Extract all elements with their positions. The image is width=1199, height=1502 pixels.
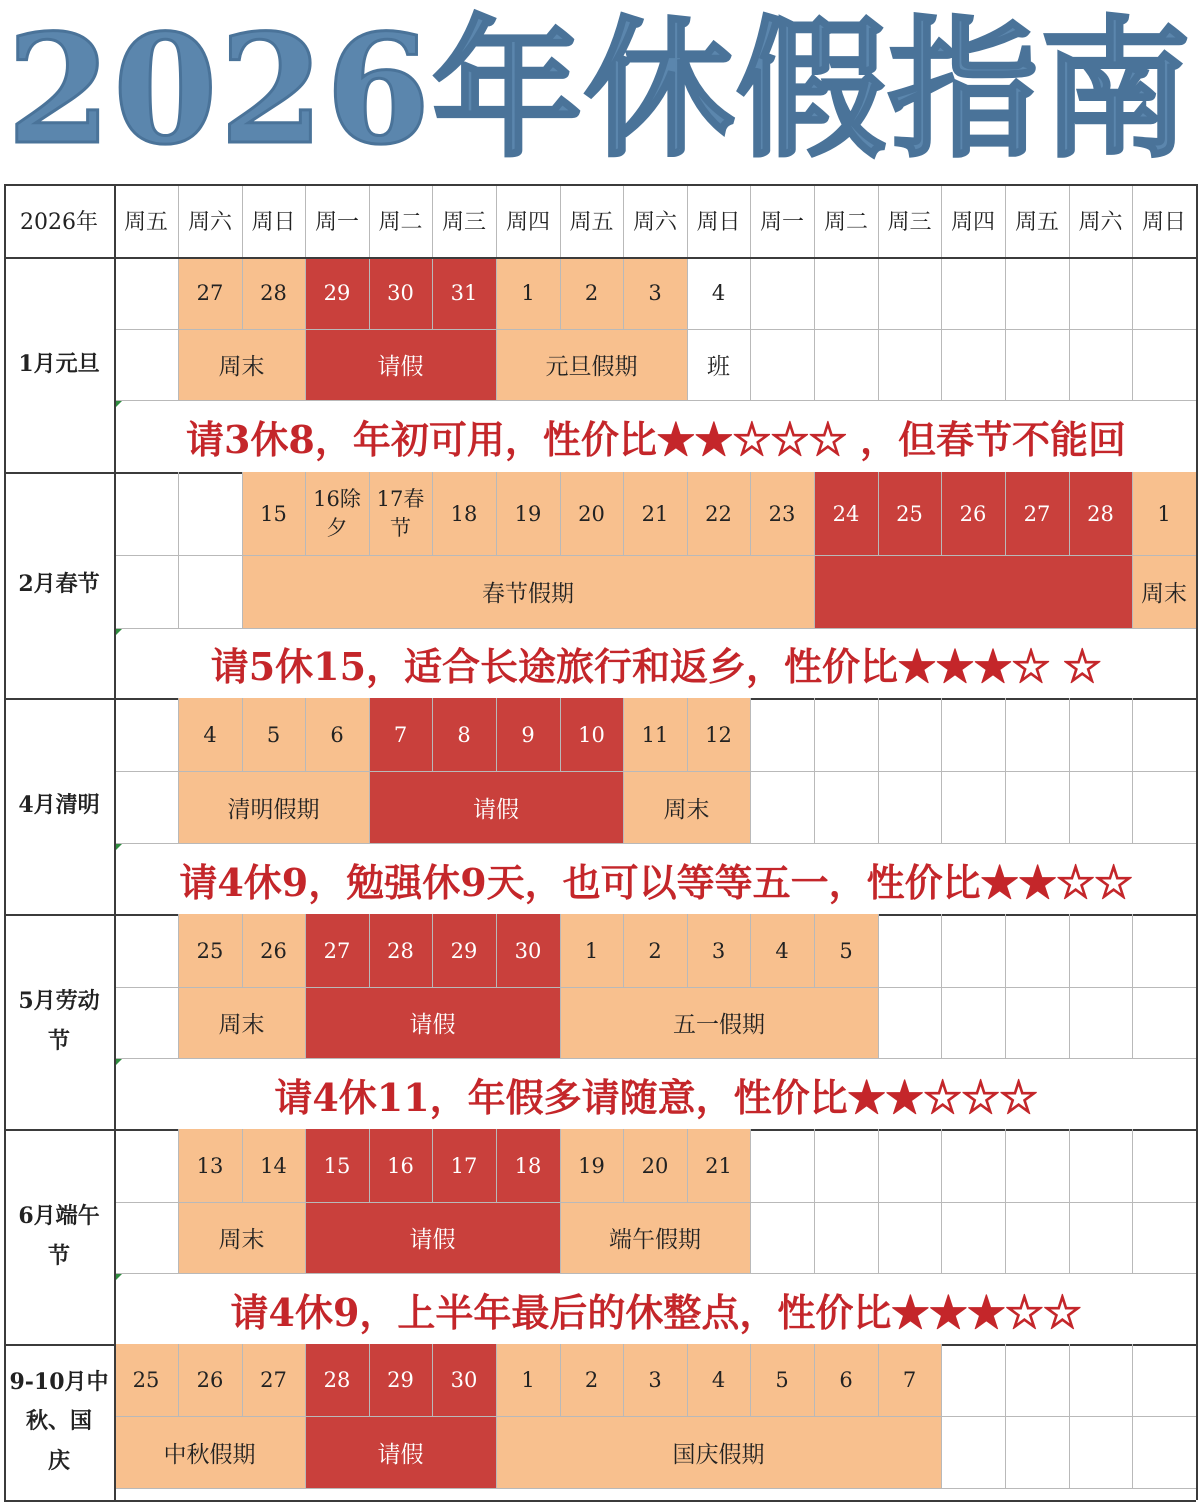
weekday-header: 周三 bbox=[441, 210, 486, 235]
tip-note: 请5休15，适合长途旅行和返乡，性价比★★★☆ ☆ bbox=[210, 644, 1102, 689]
weekday-header: 周六 bbox=[632, 210, 677, 235]
grid-line bbox=[496, 184, 497, 257]
grid-line bbox=[114, 771, 1196, 772]
grid-line bbox=[878, 1129, 879, 1202]
day-cell: 1 bbox=[496, 257, 560, 329]
day-cell: 14 bbox=[242, 1129, 305, 1202]
day-cell: 5 bbox=[814, 914, 878, 987]
grid-line bbox=[560, 184, 561, 257]
day-cell: 4 bbox=[750, 914, 814, 987]
month-label: 4月清明 bbox=[18, 792, 100, 819]
grid-line bbox=[178, 472, 179, 555]
grid-line bbox=[623, 1129, 624, 1202]
day-cell: 3 bbox=[687, 914, 750, 987]
grid-line bbox=[814, 472, 815, 555]
grid-line bbox=[114, 1488, 1196, 1489]
page-title: 2026年休假指南 bbox=[6, 2, 1193, 178]
tip-note: 请4休11，年假多请随意，性价比★★☆☆☆ bbox=[274, 1074, 1038, 1120]
grid-line bbox=[178, 257, 179, 329]
grid-line bbox=[814, 1129, 815, 1202]
weekday-header: 周五 bbox=[1014, 210, 1059, 235]
grid-line bbox=[878, 329, 879, 400]
day-cell: 19 bbox=[560, 1129, 623, 1202]
day-cell: 10 bbox=[560, 698, 623, 771]
grid-line bbox=[114, 400, 1196, 401]
day-cell: 26 bbox=[178, 1344, 242, 1416]
grid-line bbox=[878, 1202, 879, 1273]
grid-line bbox=[432, 914, 433, 987]
period-label: 中秋假期 bbox=[114, 1416, 305, 1488]
grid-line bbox=[369, 698, 370, 771]
grid-line bbox=[814, 698, 815, 771]
day-cell: 18 bbox=[496, 1129, 560, 1202]
weekday-header: 周一 bbox=[314, 210, 359, 235]
grid-line bbox=[369, 771, 370, 843]
grid-line bbox=[114, 1058, 1196, 1059]
grid-line bbox=[369, 1129, 370, 1202]
grid-line bbox=[114, 628, 1196, 629]
day-cell: 3 bbox=[623, 1344, 687, 1416]
day-cell: 22 bbox=[687, 472, 750, 555]
grid-line bbox=[1069, 257, 1070, 329]
grid-line bbox=[750, 1344, 751, 1416]
grid-line bbox=[114, 843, 1196, 844]
grid-line bbox=[560, 257, 561, 329]
grid-line bbox=[1132, 555, 1133, 628]
day-cell: 3 bbox=[623, 257, 687, 329]
period-label bbox=[814, 555, 1132, 628]
grid-line bbox=[305, 987, 306, 1058]
period-label: 请假 bbox=[305, 1202, 560, 1273]
grid-line bbox=[941, 771, 942, 843]
grid-line bbox=[242, 555, 243, 628]
grid-line bbox=[623, 184, 624, 257]
day-cell: 27 bbox=[1005, 472, 1069, 555]
grid-line bbox=[750, 472, 751, 555]
day-cell: 30 bbox=[432, 1344, 496, 1416]
grid-line bbox=[305, 472, 306, 555]
grid-line bbox=[369, 257, 370, 329]
tip-note: 请4休9，勉强休9天，也可以等等五一，性价比★★☆☆ bbox=[179, 859, 1133, 905]
grid-line bbox=[750, 771, 751, 843]
weekday-header: 周日 bbox=[1141, 210, 1186, 235]
month-label: 6月端午 节 bbox=[18, 1202, 100, 1269]
grid-line bbox=[941, 987, 942, 1058]
weekday-header: 周二 bbox=[378, 210, 423, 235]
grid-line bbox=[1005, 329, 1006, 400]
day-cell: 24 bbox=[814, 472, 878, 555]
period-label: 国庆假期 bbox=[496, 1416, 941, 1488]
day-cell: 1 bbox=[496, 1344, 560, 1416]
day-cell: 16除 夕 bbox=[305, 472, 369, 555]
day-cell: 2 bbox=[560, 257, 623, 329]
grid-line bbox=[114, 1273, 1196, 1274]
grid-line bbox=[878, 472, 879, 555]
grid-line bbox=[1132, 1129, 1133, 1202]
period-label: 清明假期 bbox=[178, 771, 369, 843]
weekday-header: 周二 bbox=[823, 210, 868, 235]
grid-line bbox=[114, 987, 1196, 988]
grid-line bbox=[623, 472, 624, 555]
day-cell: 21 bbox=[687, 1129, 750, 1202]
day-cell: 21 bbox=[623, 472, 687, 555]
grid-line bbox=[560, 1202, 561, 1273]
day-cell: 28 bbox=[1069, 472, 1132, 555]
day-cell: 1 bbox=[1132, 472, 1196, 555]
day-cell: 19 bbox=[496, 472, 560, 555]
period-label: 周末 bbox=[1132, 555, 1196, 628]
weekday-header: 周六 bbox=[1078, 210, 1123, 235]
day-cell: 30 bbox=[369, 257, 432, 329]
grid-line bbox=[1005, 1202, 1006, 1273]
day-cell: 25 bbox=[114, 1344, 178, 1416]
grid-line bbox=[560, 698, 561, 771]
grid-line bbox=[687, 698, 688, 771]
grid-line bbox=[369, 914, 370, 987]
period-label: 五一假期 bbox=[560, 987, 878, 1058]
grid-line bbox=[814, 184, 815, 257]
grid-line bbox=[305, 914, 306, 987]
cell-marker bbox=[115, 1274, 122, 1281]
grid-line bbox=[878, 987, 879, 1058]
grid-line bbox=[305, 184, 306, 257]
day-cell: 29 bbox=[369, 1344, 432, 1416]
grid-line bbox=[432, 472, 433, 555]
grid-line bbox=[1132, 771, 1133, 843]
grid-line bbox=[496, 1129, 497, 1202]
day-cell: 8 bbox=[432, 698, 496, 771]
day-cell: 16 bbox=[369, 1129, 432, 1202]
grid-line bbox=[114, 184, 116, 1500]
cell-marker bbox=[115, 401, 122, 408]
grid-line bbox=[369, 1344, 370, 1416]
month-label: 5月劳动 节 bbox=[18, 987, 100, 1054]
weekday-header: 周一 bbox=[759, 210, 804, 235]
day-cell: 29 bbox=[432, 914, 496, 987]
header-corner: 2026年 bbox=[20, 210, 98, 235]
weekday-header: 周三 bbox=[887, 210, 932, 235]
period-label: 周末 bbox=[623, 771, 750, 843]
grid-line bbox=[4, 184, 1196, 186]
grid-line bbox=[1005, 1416, 1006, 1488]
day-cell: 5 bbox=[242, 698, 305, 771]
period-label: 端午假期 bbox=[560, 1202, 750, 1273]
grid-line bbox=[623, 257, 624, 329]
grid-line bbox=[1005, 184, 1006, 257]
period-label: 周末 bbox=[178, 987, 305, 1058]
grid-line bbox=[1069, 1129, 1070, 1202]
grid-line bbox=[750, 1202, 751, 1273]
grid-line bbox=[1069, 771, 1070, 843]
day-cell: 13 bbox=[178, 1129, 242, 1202]
grid-line bbox=[432, 1129, 433, 1202]
day-cell: 25 bbox=[178, 914, 242, 987]
day-cell: 4 bbox=[687, 1344, 750, 1416]
grid-line bbox=[941, 698, 942, 771]
period-label: 请假 bbox=[305, 329, 496, 400]
day-cell: 17 bbox=[432, 1129, 496, 1202]
grid-line bbox=[687, 914, 688, 987]
grid-line bbox=[941, 472, 942, 555]
grid-line bbox=[178, 914, 179, 987]
grid-line bbox=[941, 329, 942, 400]
grid-line bbox=[114, 329, 1196, 330]
day-cell: 17春 节 bbox=[369, 472, 432, 555]
day-cell: 7 bbox=[369, 698, 432, 771]
grid-line bbox=[623, 914, 624, 987]
grid-line bbox=[1132, 1344, 1133, 1416]
grid-line bbox=[496, 1344, 497, 1416]
tip-note: 请3休8，年初可用，性价比★★☆☆☆ ，但春节不能回 bbox=[185, 417, 1127, 462]
grid-line bbox=[1005, 987, 1006, 1058]
grid-line bbox=[1005, 771, 1006, 843]
grid-line bbox=[305, 1129, 306, 1202]
cell-marker bbox=[115, 1059, 122, 1066]
month-label: 9-10月中 秋、国 庆 bbox=[9, 1368, 109, 1474]
grid-line bbox=[178, 184, 179, 257]
period-label: 周末 bbox=[178, 1202, 305, 1273]
grid-line bbox=[1132, 257, 1133, 329]
grid-line bbox=[687, 184, 688, 257]
day-cell: 26 bbox=[941, 472, 1005, 555]
grid-line bbox=[814, 771, 815, 843]
grid-line bbox=[305, 329, 306, 400]
grid-line bbox=[750, 184, 751, 257]
grid-line bbox=[1069, 1344, 1070, 1416]
grid-line bbox=[1005, 1129, 1006, 1202]
grid-line bbox=[242, 184, 243, 257]
grid-line bbox=[1005, 914, 1006, 987]
grid-line bbox=[687, 257, 688, 329]
grid-line bbox=[1069, 914, 1070, 987]
grid-line bbox=[1132, 698, 1133, 771]
grid-line bbox=[687, 472, 688, 555]
grid-line bbox=[178, 698, 179, 771]
grid-line bbox=[1132, 329, 1133, 400]
grid-line bbox=[750, 914, 751, 987]
grid-line bbox=[687, 329, 688, 400]
grid-line bbox=[369, 472, 370, 555]
grid-line bbox=[1132, 987, 1133, 1058]
grid-line bbox=[178, 987, 179, 1058]
grid-line bbox=[496, 472, 497, 555]
day-cell: 5 bbox=[750, 1344, 814, 1416]
cell-marker bbox=[115, 629, 122, 636]
day-cell: 4 bbox=[711, 281, 726, 305]
day-cell: 7 bbox=[878, 1344, 941, 1416]
grid-line bbox=[114, 555, 1196, 556]
grid-line bbox=[1069, 184, 1070, 257]
grid-line bbox=[1196, 184, 1198, 1500]
grid-line bbox=[1069, 472, 1070, 555]
grid-line bbox=[814, 555, 815, 628]
grid-line bbox=[242, 257, 243, 329]
grid-line bbox=[1005, 257, 1006, 329]
grid-line bbox=[941, 1129, 942, 1202]
day-cell: 18 bbox=[432, 472, 496, 555]
grid-line bbox=[878, 184, 879, 257]
period-label: 请假 bbox=[305, 987, 560, 1058]
grid-line bbox=[1005, 698, 1006, 771]
day-cell: 26 bbox=[242, 914, 305, 987]
day-cell: 20 bbox=[560, 472, 623, 555]
grid-line bbox=[305, 1416, 306, 1488]
grid-line bbox=[4, 257, 1196, 259]
grid-line bbox=[878, 698, 879, 771]
grid-line bbox=[305, 698, 306, 771]
grid-line bbox=[1069, 1416, 1070, 1488]
grid-line bbox=[242, 1344, 243, 1416]
grid-line bbox=[178, 771, 179, 843]
weekday-header: 周五 bbox=[123, 210, 168, 235]
period-label: 请假 bbox=[369, 771, 623, 843]
period-label: 班 bbox=[707, 354, 730, 380]
grid-line bbox=[814, 329, 815, 400]
grid-line bbox=[623, 698, 624, 771]
weekday-header: 周六 bbox=[187, 210, 232, 235]
day-cell: 31 bbox=[432, 257, 496, 329]
grid-line bbox=[496, 257, 497, 329]
day-cell: 28 bbox=[305, 1344, 369, 1416]
weekday-header: 周日 bbox=[696, 210, 741, 235]
grid-line bbox=[560, 987, 561, 1058]
day-cell: 28 bbox=[242, 257, 305, 329]
grid-line bbox=[242, 698, 243, 771]
grid-line bbox=[178, 1344, 179, 1416]
day-cell: 27 bbox=[178, 257, 242, 329]
period-label: 元旦假期 bbox=[496, 329, 687, 400]
grid-line bbox=[432, 1344, 433, 1416]
day-cell: 23 bbox=[750, 472, 814, 555]
grid-line bbox=[878, 771, 879, 843]
grid-line bbox=[560, 1129, 561, 1202]
grid-line bbox=[1069, 698, 1070, 771]
day-cell: 27 bbox=[305, 914, 369, 987]
grid-line bbox=[1132, 914, 1133, 987]
grid-line bbox=[305, 1344, 306, 1416]
grid-line bbox=[496, 329, 497, 400]
period-label: 春节假期 bbox=[242, 555, 814, 628]
grid-line bbox=[114, 1416, 1196, 1417]
grid-line bbox=[560, 472, 561, 555]
grid-line bbox=[687, 1344, 688, 1416]
grid-line bbox=[178, 1202, 179, 1273]
grid-line bbox=[750, 698, 751, 771]
cell-marker bbox=[115, 844, 122, 851]
grid-line bbox=[1132, 472, 1133, 555]
grid-line bbox=[814, 1202, 815, 1273]
grid-line bbox=[496, 698, 497, 771]
day-cell: 2 bbox=[623, 914, 687, 987]
month-label: 2月春节 bbox=[18, 571, 100, 598]
grid-line bbox=[1069, 1202, 1070, 1273]
grid-line bbox=[941, 914, 942, 987]
grid-line bbox=[687, 1129, 688, 1202]
grid-line bbox=[941, 257, 942, 329]
day-cell: 11 bbox=[623, 698, 687, 771]
day-cell: 4 bbox=[178, 698, 242, 771]
day-cell: 20 bbox=[623, 1129, 687, 1202]
grid-line bbox=[814, 1344, 815, 1416]
grid-line bbox=[432, 184, 433, 257]
weekday-header: 周四 bbox=[950, 210, 995, 235]
day-cell: 6 bbox=[814, 1344, 878, 1416]
grid-line bbox=[560, 1344, 561, 1416]
day-cell: 25 bbox=[878, 472, 941, 555]
grid-line bbox=[1069, 987, 1070, 1058]
grid-line bbox=[623, 771, 624, 843]
grid-line bbox=[941, 184, 942, 257]
period-label: 请假 bbox=[305, 1416, 496, 1488]
day-cell: 2 bbox=[560, 1344, 623, 1416]
period-label: 周末 bbox=[178, 329, 305, 400]
grid-line bbox=[623, 1344, 624, 1416]
grid-line bbox=[814, 914, 815, 987]
grid-line bbox=[1005, 472, 1006, 555]
grid-line bbox=[1132, 184, 1133, 257]
day-cell: 30 bbox=[496, 914, 560, 987]
grid-line bbox=[242, 914, 243, 987]
day-cell: 6 bbox=[305, 698, 369, 771]
day-cell: 27 bbox=[242, 1344, 305, 1416]
grid-line bbox=[178, 555, 179, 628]
grid-line bbox=[496, 914, 497, 987]
weekday-header: 周四 bbox=[505, 210, 550, 235]
grid-line bbox=[432, 698, 433, 771]
grid-line bbox=[114, 1202, 1196, 1203]
grid-line bbox=[305, 257, 306, 329]
grid-line bbox=[878, 257, 879, 329]
grid-line bbox=[242, 1129, 243, 1202]
grid-line bbox=[878, 1344, 879, 1416]
grid-line bbox=[369, 184, 370, 257]
grid-line bbox=[750, 257, 751, 329]
day-cell: 12 bbox=[687, 698, 750, 771]
day-cell: 29 bbox=[305, 257, 369, 329]
grid-line bbox=[814, 257, 815, 329]
day-cell: 9 bbox=[496, 698, 560, 771]
grid-line bbox=[1132, 1202, 1133, 1273]
grid-line bbox=[242, 472, 243, 555]
grid-line bbox=[496, 1416, 497, 1488]
grid-line bbox=[432, 257, 433, 329]
grid-line bbox=[178, 1129, 179, 1202]
day-cell: 1 bbox=[560, 914, 623, 987]
grid-line bbox=[941, 1416, 942, 1488]
grid-line bbox=[1132, 1416, 1133, 1488]
grid-line bbox=[178, 329, 179, 400]
grid-line bbox=[1069, 329, 1070, 400]
grid-line bbox=[305, 1202, 306, 1273]
month-label: 1月元旦 bbox=[18, 350, 100, 377]
grid-line bbox=[750, 1129, 751, 1202]
day-cell: 15 bbox=[305, 1129, 369, 1202]
grid-line bbox=[941, 1344, 942, 1416]
grid-line bbox=[560, 914, 561, 987]
weekday-header: 周五 bbox=[569, 210, 614, 235]
grid-line bbox=[4, 184, 6, 1500]
grid-line bbox=[750, 329, 751, 400]
tip-note: 请4休9，上半年最后的休整点，性价比★★★☆☆ bbox=[230, 1289, 1082, 1335]
grid-line bbox=[941, 1202, 942, 1273]
weekday-header: 周日 bbox=[251, 210, 296, 235]
grid-line bbox=[1005, 1344, 1006, 1416]
grid-line bbox=[878, 914, 879, 987]
day-cell: 28 bbox=[369, 914, 432, 987]
day-cell: 15 bbox=[242, 472, 305, 555]
